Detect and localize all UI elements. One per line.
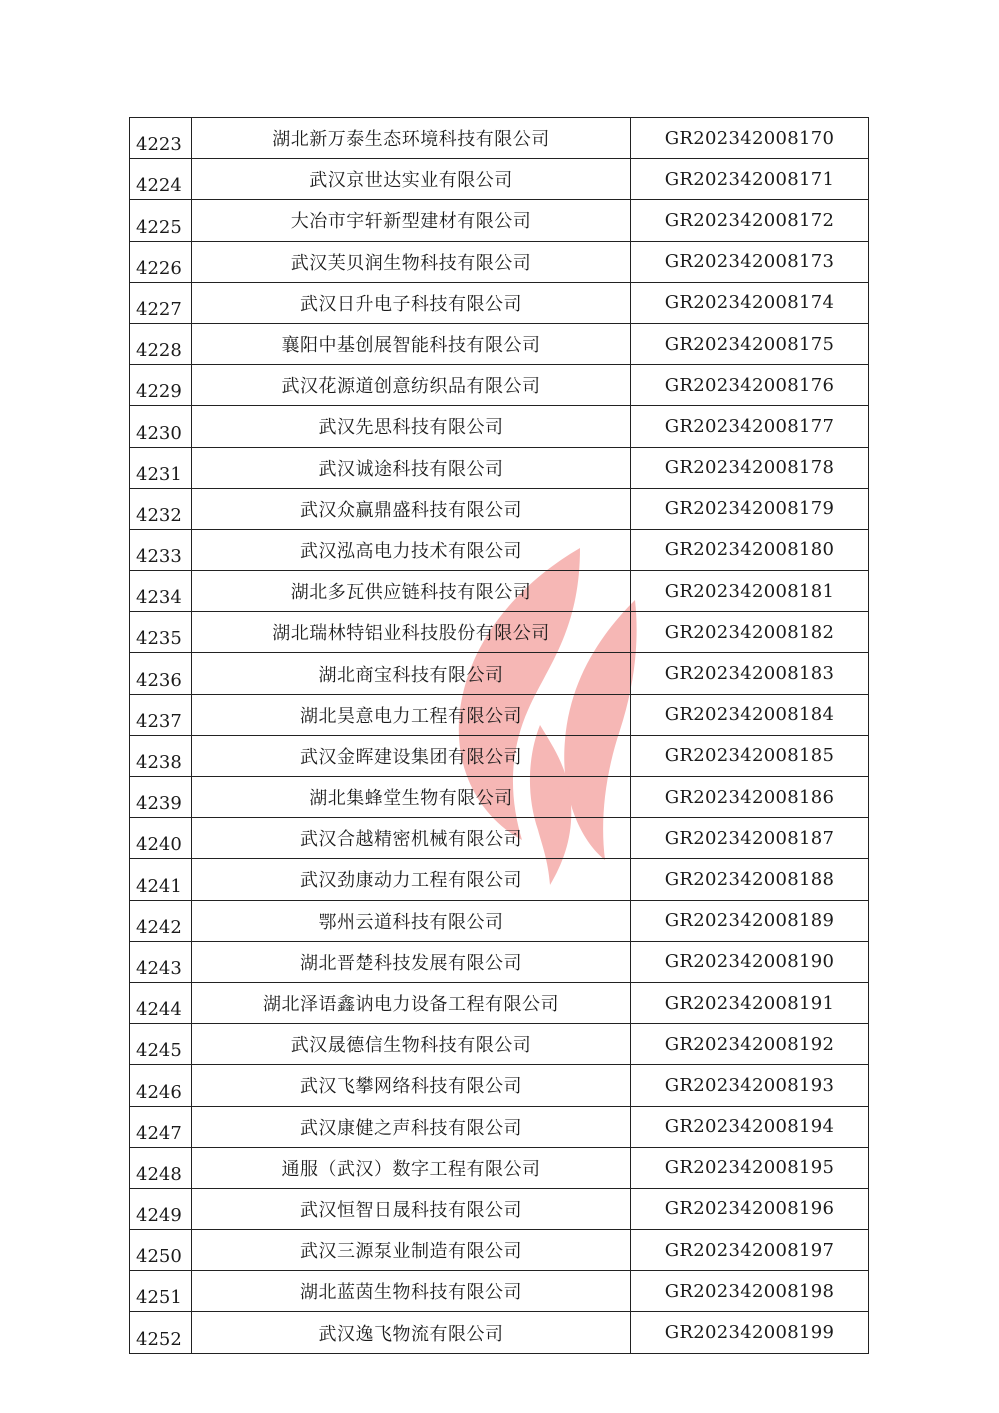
certificate-code-cell: GR202342008191: [631, 982, 869, 1023]
row-number-cell: 4227: [130, 282, 192, 323]
certificate-code-cell: GR202342008197: [631, 1230, 869, 1271]
certificate-code-cell: GR202342008186: [631, 777, 869, 818]
company-name-cell: 武汉晟德信生物科技有限公司: [192, 1024, 631, 1065]
row-number-cell: 4246: [130, 1065, 192, 1106]
row-number-cell: 4245: [130, 1024, 192, 1065]
table-row: [130, 1147, 869, 1188]
table-row: [130, 900, 869, 941]
table-row: [130, 694, 869, 735]
row-number-cell: 4243: [130, 941, 192, 982]
company-name-cell: 武汉康健之声科技有限公司: [192, 1106, 631, 1147]
company-name-cell: 湖北蓝茵生物科技有限公司: [192, 1271, 631, 1312]
certificate-code-cell: GR202342008179: [631, 488, 869, 529]
table-row: [130, 1106, 869, 1147]
company-name-cell: 湖北商宝科技有限公司: [192, 653, 631, 694]
certificate-code-cell: GR202342008193: [631, 1065, 869, 1106]
row-number-cell: 4242: [130, 900, 192, 941]
certificate-code-cell: GR202342008170: [631, 118, 869, 159]
certificate-code-cell: GR202342008188: [631, 859, 869, 900]
table-row: [130, 200, 869, 241]
certificate-code-cell: GR202342008198: [631, 1271, 869, 1312]
certificate-code-cell: GR202342008194: [631, 1106, 869, 1147]
row-number-cell: 4223: [130, 118, 192, 159]
row-number-cell: 4226: [130, 241, 192, 282]
row-number-cell: 4240: [130, 818, 192, 859]
table-row: [130, 323, 869, 364]
company-name-cell: 湖北集蜂堂生物有限公司: [192, 777, 631, 818]
row-number-cell: 4244: [130, 982, 192, 1023]
certificate-code-cell: GR202342008178: [631, 447, 869, 488]
row-number-cell: 4249: [130, 1188, 192, 1229]
row-number-cell: 4252: [130, 1312, 192, 1353]
certificate-code-cell: GR202342008185: [631, 735, 869, 776]
company-name-cell: 武汉泓高电力技术有限公司: [192, 529, 631, 570]
certificate-code-cell: GR202342008172: [631, 200, 869, 241]
certificate-code-cell: GR202342008196: [631, 1188, 869, 1229]
row-number-cell: 4229: [130, 365, 192, 406]
company-name-cell: 武汉金晖建设集团有限公司: [192, 735, 631, 776]
company-name-cell: 湖北新万泰生态环境科技有限公司: [192, 118, 631, 159]
company-name-cell: 武汉京世达实业有限公司: [192, 159, 631, 200]
table-row: [130, 777, 869, 818]
company-name-cell: 武汉恒智日晟科技有限公司: [192, 1188, 631, 1229]
row-number-cell: 4247: [130, 1106, 192, 1147]
row-number-cell: 4239: [130, 777, 192, 818]
row-number-cell: 4237: [130, 694, 192, 735]
certificate-code-cell: GR202342008199: [631, 1312, 869, 1353]
company-name-cell: 襄阳中基创展智能科技有限公司: [192, 323, 631, 364]
table-row: [130, 1230, 869, 1271]
company-list-table: [129, 117, 869, 1354]
table-row: [130, 735, 869, 776]
certificate-code-cell: GR202342008183: [631, 653, 869, 694]
row-number-cell: 4230: [130, 406, 192, 447]
table-row: [130, 447, 869, 488]
certificate-code-cell: GR202342008184: [631, 694, 869, 735]
row-number-cell: 4235: [130, 612, 192, 653]
table-row: [130, 653, 869, 694]
certificate-code-cell: GR202342008176: [631, 365, 869, 406]
table-row: [130, 818, 869, 859]
table-row: [130, 488, 869, 529]
company-name-cell: 武汉诚途科技有限公司: [192, 447, 631, 488]
row-number-cell: 4225: [130, 200, 192, 241]
company-name-cell: 武汉三源泵业制造有限公司: [192, 1230, 631, 1271]
certificate-code-cell: GR202342008182: [631, 612, 869, 653]
row-number-cell: 4233: [130, 529, 192, 570]
table-row: [130, 571, 869, 612]
certificate-code-cell: GR202342008190: [631, 941, 869, 982]
table-row: [130, 1065, 869, 1106]
company-name-cell: 武汉合越精密机械有限公司: [192, 818, 631, 859]
certificate-code-cell: GR202342008171: [631, 159, 869, 200]
certificate-code-cell: GR202342008175: [631, 323, 869, 364]
company-name-cell: 武汉众赢鼎盛科技有限公司: [192, 488, 631, 529]
certificate-code-cell: GR202342008180: [631, 529, 869, 570]
company-name-cell: 武汉先思科技有限公司: [192, 406, 631, 447]
company-name-cell: 大冶市宇轩新型建材有限公司: [192, 200, 631, 241]
certificate-code-cell: GR202342008174: [631, 282, 869, 323]
company-name-cell: 通服（武汉）数字工程有限公司: [192, 1147, 631, 1188]
row-number-cell: 4248: [130, 1147, 192, 1188]
row-number-cell: 4231: [130, 447, 192, 488]
certificate-code-cell: GR202342008187: [631, 818, 869, 859]
company-name-cell: 武汉花源道创意纺织品有限公司: [192, 365, 631, 406]
company-name-cell: 湖北昊意电力工程有限公司: [192, 694, 631, 735]
certificate-code-cell: GR202342008181: [631, 571, 869, 612]
table-row: [130, 1188, 869, 1229]
row-number-cell: 4236: [130, 653, 192, 694]
row-number-cell: 4224: [130, 159, 192, 200]
table-row: [130, 859, 869, 900]
company-name-cell: 鄂州云道科技有限公司: [192, 900, 631, 941]
table-row: [130, 241, 869, 282]
certificate-code-cell: GR202342008189: [631, 900, 869, 941]
table-row: [130, 118, 869, 159]
certificate-code-cell: GR202342008177: [631, 406, 869, 447]
table-body: [130, 118, 869, 1354]
certificate-code-cell: GR202342008192: [631, 1024, 869, 1065]
company-name-cell: 武汉劲康动力工程有限公司: [192, 859, 631, 900]
table-row: [130, 941, 869, 982]
table-row: [130, 406, 869, 447]
table-row: [130, 1312, 869, 1353]
certificate-code-cell: GR202342008195: [631, 1147, 869, 1188]
table-row: [130, 1024, 869, 1065]
company-name-cell: 湖北瑞林特铝业科技股份有限公司: [192, 612, 631, 653]
row-number-cell: 4250: [130, 1230, 192, 1271]
table-row: [130, 612, 869, 653]
company-name-cell: 湖北晋楚科技发展有限公司: [192, 941, 631, 982]
table-row: [130, 1271, 869, 1312]
row-number-cell: 4251: [130, 1271, 192, 1312]
company-name-cell: 湖北泽语鑫讷电力设备工程有限公司: [192, 982, 631, 1023]
row-number-cell: 4228: [130, 323, 192, 364]
company-name-cell: 武汉逸飞物流有限公司: [192, 1312, 631, 1353]
row-number-cell: 4241: [130, 859, 192, 900]
row-number-cell: 4238: [130, 735, 192, 776]
company-name-cell: 武汉日升电子科技有限公司: [192, 282, 631, 323]
table-row: [130, 365, 869, 406]
row-number-cell: 4234: [130, 571, 192, 612]
company-name-cell: 武汉芙贝润生物科技有限公司: [192, 241, 631, 282]
table-row: [130, 282, 869, 323]
company-name-cell: 湖北多瓦供应链科技有限公司: [192, 571, 631, 612]
table-row: [130, 159, 869, 200]
row-number-cell: 4232: [130, 488, 192, 529]
company-name-cell: 武汉飞攀网络科技有限公司: [192, 1065, 631, 1106]
certificate-code-cell: GR202342008173: [631, 241, 869, 282]
table-row: [130, 982, 869, 1023]
table-row: [130, 529, 869, 570]
